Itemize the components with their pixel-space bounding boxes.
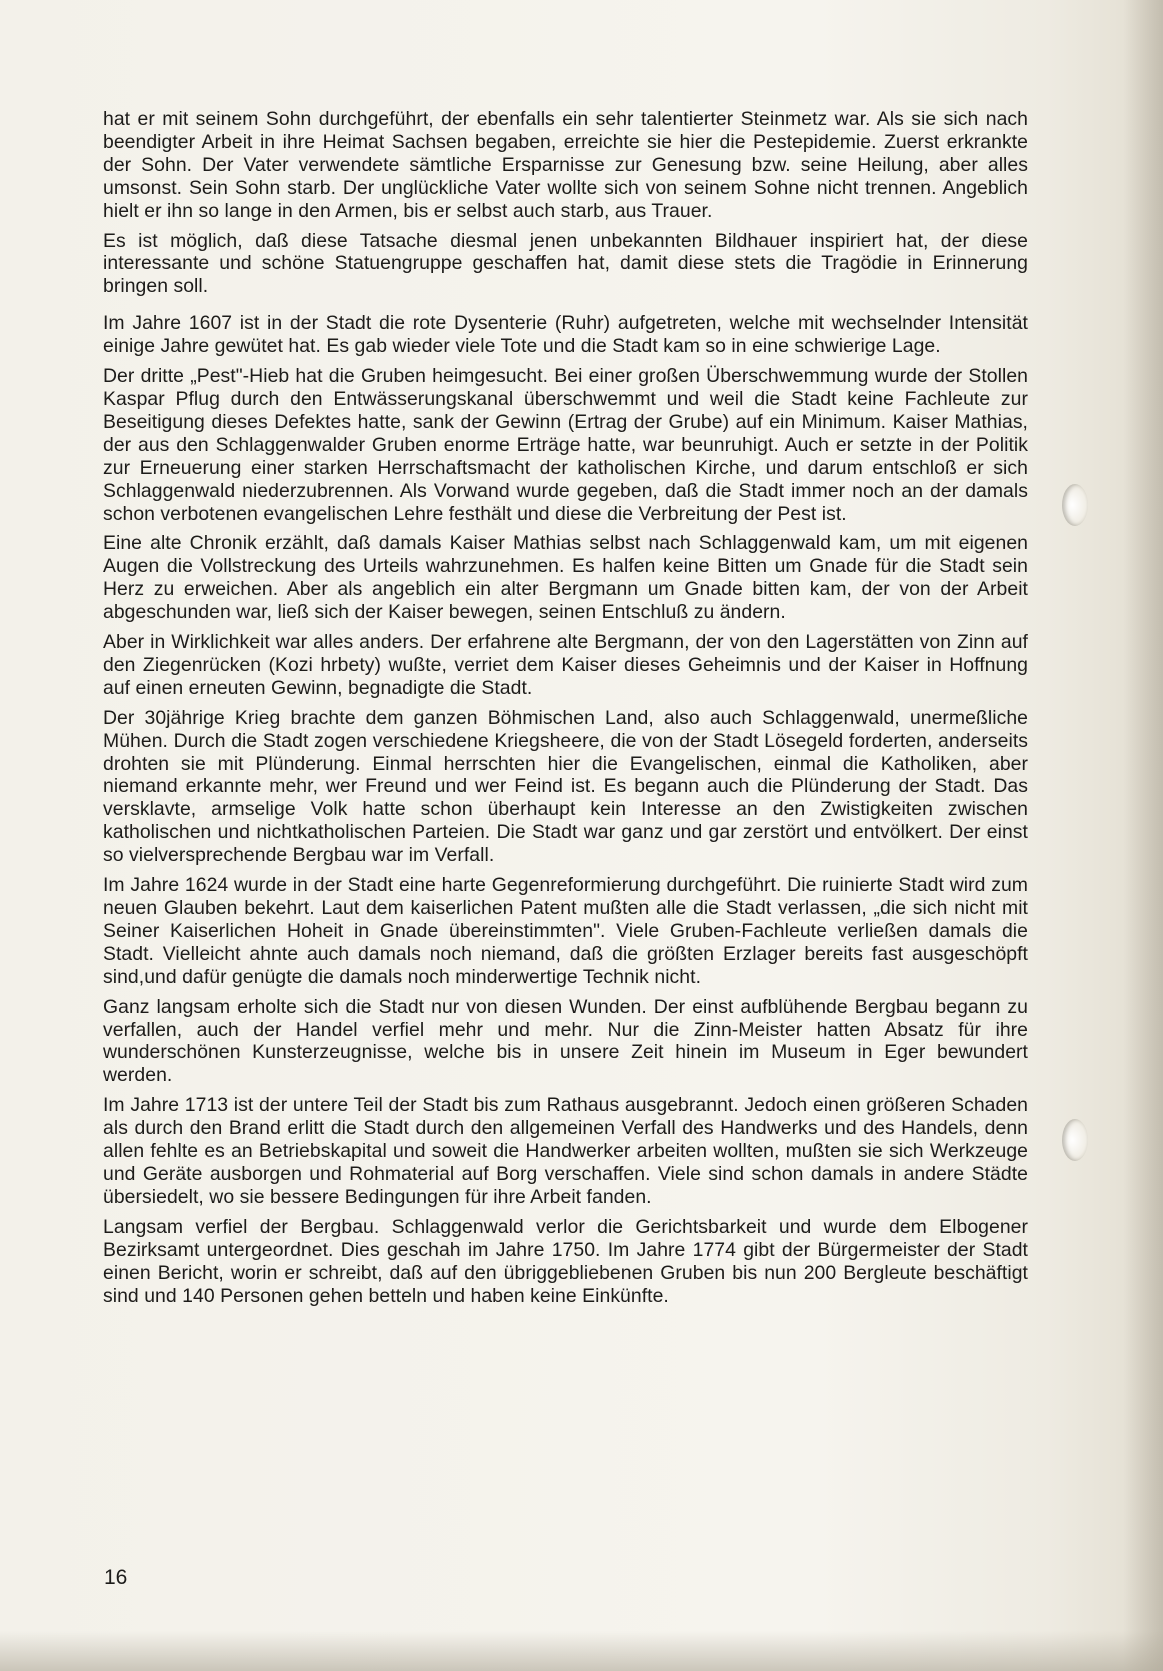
paragraph: Im Jahre 1713 ist der untere Teil der Stadt bis zum Rathaus ausgebrannt. Jedoch einen größeren Schaden als durch den Brand erlitt die Stadt durch den allgemeinen Verfall des Handwerks und des Handels, denn allen fehlte es an Betriebskapital und soweit die Handwerker arbeiten wollten, mußten sie sich Werkzeuge und Geräte ausborgen und Rohmaterial auf Borg verschaffen. Viele sind schon damals in andere Städte übersiedelt, wo sie bessere Bedingungen für ihre Arbeit fanden.	[103, 1094, 1028, 1208]
page-bottom-shadow	[0, 1631, 1163, 1671]
body-text	[103, 108, 1028, 1314]
paragraph: Der 30jährige Krieg brachte dem ganzen Böhmischen Land, also auch Schlaggenwald, unermeßliche Mühen. Durch die Stadt zogen verschiedene Kriegsheere, die von der Stadt Lösegeld forderten, anderseits drohten sie mit Plünderung. Einmal herrschten hier die Evangelischen, einmal die Katholiken, aber niemand erkannte mehr, wer Freund und wer Feind ist. Es begann auch die Plünderung der Stadt. Das versklavte, armselige Volk hatte schon überhaupt kein Interesse an den Zwistigkeiten zwischen katholischen und nichtkatholischen Parteien. Die Stadt war ganz und gar zerstört und entvölkert. Der einst so vielversprechende Bergbau war im Verfall.	[103, 706, 1028, 867]
page-edge-shadow	[1123, 0, 1163, 1671]
punch-hole-icon	[1062, 484, 1088, 526]
paragraph: Es ist möglich, daß diese Tatsache diesmal jenen unbekannten Bildhauer inspiriert hat, der diese interessante und schöne Statuengruppe geschaffen hat, damit diese stets die Tragödie in Erinnerung bringen soll.	[103, 229, 1028, 298]
paragraph: Im Jahre 1624 wurde in der Stadt eine harte Gegenreformierung durchgeführt. Die ruinierte Stadt wird zum neuen Glauben bekehrt. Laut dem kaiserlichen Patent mußten alle die Stadt verlassen, „die sich nicht mit Seiner Kaiserlichen Hoheit in Gnade übereinstimmten". Viele Gruben-Fachleute verließen damals die Stadt. Vielleicht ahnte auch damals noch niemand, daß die größten Erzlager bereits fast ausgeschöpft sind,und dafür genügte die damals noch minderwertige Technik nicht.	[103, 874, 1028, 988]
paragraph: Im Jahre 1607 ist in der Stadt die rote Dysenterie (Ruhr) aufgetreten, welche mit wechselnder Intensität einige Jahre gewütet hat. Es gab wieder viele Tote und die Stadt kam so in eine schwierige Lage.	[103, 312, 1028, 358]
paragraph: hat er mit seinem Sohn durchgeführt, der ebenfalls ein sehr talentierter Steinmetz war. Als sie sich nach beendigter Arbeit in ihre Heimat Sachsen begaben, erreichte sie hier die Pestepidemie. Zuerst erkrankte der Sohn. Der Vater verwendete sämtliche Ersparnisse zur Genesung bzw. seine Heilung, aber alles umsonst. Sein Sohn starb. Der unglückliche Vater wollte sich von seinem Sohne nicht trennen. Angeblich hielt er ihn so lange in den Armen, bis er selbst auch starb, aus Trauer.	[103, 108, 1028, 222]
paragraph: Ganz langsam erholte sich die Stadt nur von diesen Wunden. Der einst aufblühende Bergbau begann zu verfallen, auch der Handel verfiel mehr und mehr. Nur die Zinn-Meister hatten Absatz für ihre wunderschönen Kunsterzeugnisse, welche bis in unsere Zeit hinein im Museum in Eger bewundert werden.	[103, 995, 1028, 1087]
paragraph: Aber in Wirklichkeit war alles anders. Der erfahrene alte Bergmann, der von den Lagerstätten von Zinn auf den Ziegenrücken (Kozi hrbety) wußte, verriet dem Kaiser dieses Geheimnis und der Kaiser in Hoffnung auf einen erneuten Gewinn, begnadigte die Stadt.	[103, 631, 1028, 699]
paragraph: Eine alte Chronik erzählt, daß damals Kaiser Mathias selbst nach Schlaggenwald kam, um mit eigenen Augen die Vollstreckung des Urteils wahrzunehmen. Es halfen keine Bitten um Gnade für die Stadt sein Herz zu erweichen. Aber als angeblich ein alter Bergmann um Gnade bitten kam, der von der Arbeit abgeschunden war, ließ sich der Kaiser bewegen, seinen Entschluß zu ändern.	[103, 532, 1028, 624]
page-number: 16	[104, 1566, 128, 1589]
paragraph: Langsam verfiel der Bergbau. Schlaggenwald verlor die Gerichtsbarkeit und wurde dem Elbogener Bezirksamt untergeordnet. Dies geschah im Jahre 1750. Im Jahre 1774 gibt der Bürgermeister der Stadt einen Bericht, worin er schreibt, daß auf den übriggebliebenen Gruben bis nun 200 Bergleute beschäftigt sind und 140 Personen gehen betteln und haben keine Einkünfte.	[103, 1215, 1028, 1307]
paragraph: Der dritte „Pest"-Hieb hat die Gruben heimgesucht. Bei einer großen Überschwemmung wurde der Stollen Kaspar Pflug durch den Entwässerungskanal überschwemmt und weil die Stadt keine Fachleute zur Beseitigung dieses Defektes hatte, sank der Gewinn (Ertrag der Grube) auf ein Minimum. Kaiser Mathias, der aus den Schlaggenwalder Gruben enorme Erträge hatte, war beunruhigt. Auch er setzte in der Politik zur Erneuerung einer starken Herrschaftsmacht der katholischen Kirche, und darum entschloß er sich Schlaggenwald niederzubrennen. Als Vorwand wurde gegeben, daß die Stadt immer noch an der damals schon verbotenen evangelischen Lehre festhält und diese die Verbreitung der Pest ist.	[103, 365, 1028, 525]
punch-hole-icon	[1062, 1119, 1088, 1161]
